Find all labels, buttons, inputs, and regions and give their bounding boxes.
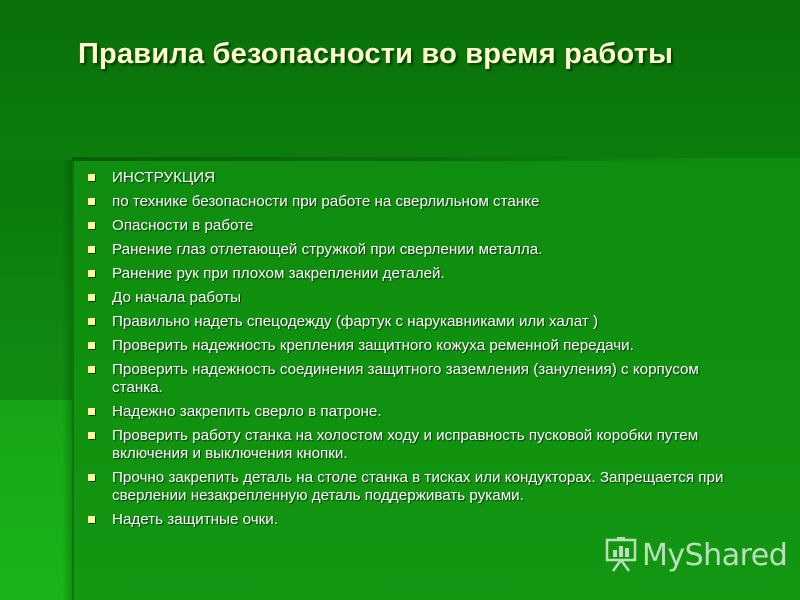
list-item bbox=[86, 289, 746, 307]
list-item bbox=[86, 337, 746, 355]
list-item bbox=[86, 511, 746, 529]
list-item-text: ИНСТРУКЦИЯ bbox=[112, 169, 216, 186]
list-item bbox=[86, 361, 746, 397]
square-bullet-icon bbox=[88, 318, 95, 325]
list-item-text: До начала работы bbox=[112, 289, 242, 306]
square-bullet-icon bbox=[88, 342, 95, 349]
list-item bbox=[86, 313, 746, 331]
slide-header-background bbox=[0, 0, 800, 160]
square-bullet-icon bbox=[88, 432, 95, 439]
square-bullet-icon bbox=[88, 366, 95, 373]
square-bullet-icon bbox=[88, 408, 95, 415]
square-bullet-icon bbox=[88, 516, 95, 523]
list-item bbox=[86, 217, 746, 235]
left-panel-shadow bbox=[62, 160, 74, 600]
list-item bbox=[86, 403, 746, 421]
bullet-list bbox=[86, 169, 746, 535]
watermark-text: MyShared bbox=[642, 537, 788, 573]
list-item-text: Проверить надежность соединения защитного заземления (зануления) с корпусом станка. bbox=[112, 361, 699, 396]
list-item-text: Проверить работу станка на холостом ходу и исправность пусковой коробки путем включения и выключения кнопки. bbox=[112, 427, 699, 462]
list-item bbox=[86, 469, 746, 505]
square-bullet-icon bbox=[88, 222, 95, 229]
list-item bbox=[86, 427, 746, 463]
list-item bbox=[86, 265, 746, 283]
list-item bbox=[86, 193, 746, 211]
square-bullet-icon bbox=[88, 294, 95, 301]
panel-top-divider bbox=[72, 157, 712, 161]
square-bullet-icon bbox=[88, 198, 95, 205]
slide-title: Правила безопасности во время работы bbox=[78, 38, 674, 70]
square-bullet-icon bbox=[88, 174, 95, 181]
list-item-text: по технике безопасности при работе на сверлильном станке bbox=[112, 193, 540, 210]
square-bullet-icon bbox=[88, 474, 95, 481]
square-bullet-icon bbox=[88, 270, 95, 277]
list-item-text: Надеть защитные очки. bbox=[112, 511, 278, 528]
list-item-text: Ранение глаз отлетающей стружкой при сверлении металла. bbox=[112, 241, 543, 258]
list-item-text: Проверить надежность крепления защитного кожуха ременной передачи. bbox=[112, 337, 634, 354]
square-bullet-icon bbox=[88, 246, 95, 253]
list-item-text: Ранение рук при плохом закреплении деталей. bbox=[112, 265, 445, 282]
list-item-text: Прочно закрепить деталь на столе станка в тисках или кондукторах. Запрещается при сверлении незакрепленную деталь поддерживать руками. bbox=[112, 469, 724, 504]
list-item-text: Правильно надеть спецодежду (фартук с нарукавниками или халат ) bbox=[112, 313, 599, 330]
list-item-text: Опасности в работе bbox=[112, 217, 254, 234]
list-item bbox=[86, 241, 746, 259]
presentation-board-icon bbox=[604, 537, 638, 573]
list-item-text: Надежно закрепить сверло в патроне. bbox=[112, 403, 382, 420]
list-item bbox=[86, 169, 746, 187]
watermark bbox=[604, 533, 787, 577]
